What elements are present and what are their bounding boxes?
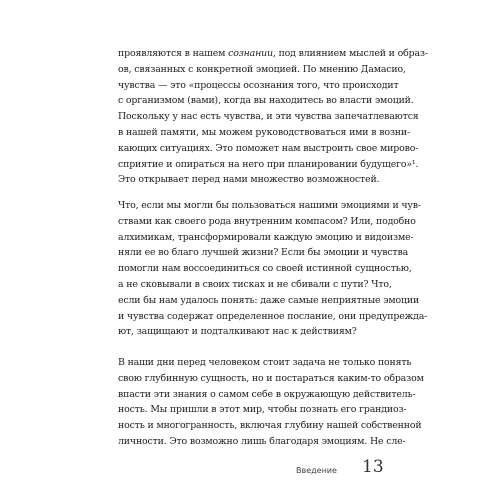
text-line: ность и многогранность, включая глубину нашей собственной: [118, 420, 422, 432]
text-line: алхимикам, трансформировали каждую эмоцию и видоизме-: [118, 231, 414, 243]
text-line: и чувства содержат определенное послание, они предупрежда-: [118, 310, 428, 322]
text-line: сприятие и опираться на него при планировании будущего»¹.: [118, 158, 419, 170]
paragraph-3: [118, 355, 424, 450]
text-line: в нашей памяти, мы можем руководствоваться ими в возни-: [118, 126, 410, 138]
text-line: ствами как своего рода внутренним компасом? Или, подобно: [118, 215, 416, 227]
paragraph-1: [118, 46, 428, 188]
text-line: В наши дни перед человеком стоит задача не только понять: [118, 357, 412, 368]
text-run: проявляются в нашем: [118, 48, 229, 59]
text-line: ют, защищают и подталкивают нас к действиям?: [118, 326, 357, 338]
running-footer-section: Введение: [296, 466, 337, 475]
text-line: если бы нам удалось понять: даже самые неприятные эмоции: [118, 294, 420, 306]
page-number: 13: [362, 457, 384, 477]
text-line: Поскольку у нас есть чувства, и эти чувства запечатлеваются: [118, 111, 419, 123]
text-line: няли ее во благо лучшей жизни? Если бы эмоции и чувства: [118, 247, 409, 259]
text-line: [118, 46, 428, 62]
text-line: свою глубинную сущность, но и постараться каким-то образом: [118, 372, 424, 384]
text-line: ность. Мы пришли в этот мир, чтобы познать его грандиоз-: [118, 404, 407, 416]
text-line: чувства — это «процессы осознания того, что происходит: [118, 79, 399, 91]
text-line: с организмом (вами), когда вы находитесь во власти эмоций.: [118, 95, 414, 107]
text-line: кающих ситуациях. Это поможет нам выстроить свое мирово-: [118, 142, 419, 154]
text-line: ов, связанных с конкретной эмоцией. По мнению Дамасио,: [118, 63, 406, 75]
text-line: Что, если мы могли бы пользоваться нашими эмоциями и чув-: [118, 200, 421, 211]
text-line: Это открывает перед нами множество возможностей.: [118, 174, 380, 186]
paragraph-2: [118, 198, 428, 340]
italic-term: сознании: [228, 48, 273, 59]
text-line: помогли нам воссоединиться со своей истинной сущностью,: [118, 263, 412, 275]
text-line: впасти эти знания о самом себе в окружающую действитель-: [118, 388, 416, 400]
text-line: а не сковывали в своих тисках и не сбивали с пути? Что,: [118, 278, 392, 290]
text-line: личности. Это возможно лишь благодаря эмоциям. Не сле-: [118, 435, 406, 447]
text-run: , под влиянием мыслей и образ-: [272, 48, 428, 59]
